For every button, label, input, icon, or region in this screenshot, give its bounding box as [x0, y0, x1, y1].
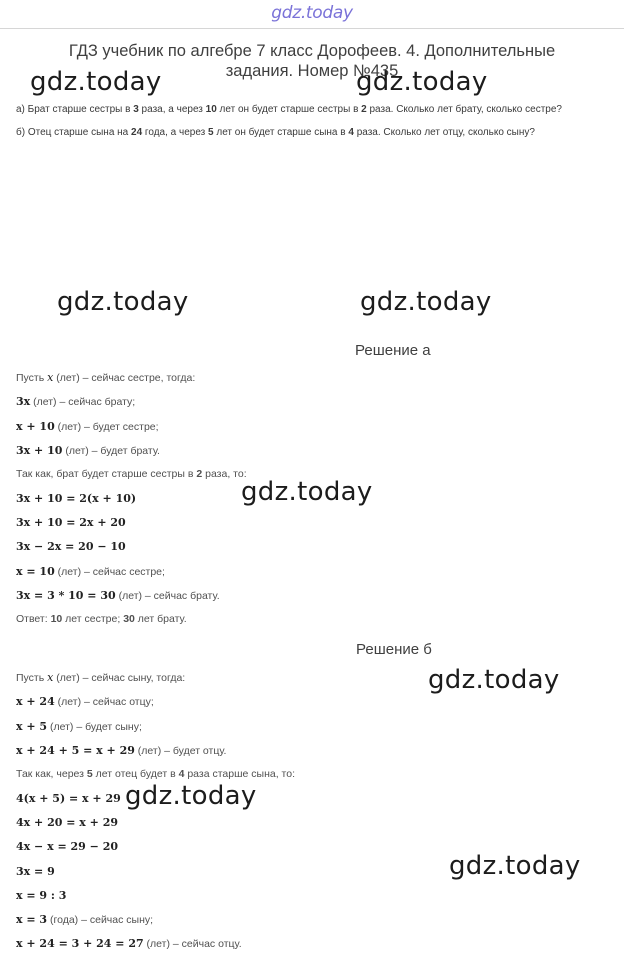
text: раза старше сына, то: [184, 768, 295, 780]
solution-a-line [16, 371, 195, 384]
number: 24 [131, 127, 143, 138]
watermark: gdz.today [360, 287, 492, 317]
solution-a-line [16, 516, 126, 529]
task-a [16, 104, 562, 115]
number: 4 [348, 127, 354, 138]
math: x + 24 [16, 695, 55, 708]
text: (лет) – сейчас сестре, тогда: [53, 372, 196, 384]
top-bar [0, 0, 624, 29]
math: 3x = 3 * 10 = 30 [16, 589, 116, 602]
site-logo[interactable]: gdz.today [271, 3, 353, 23]
math: 4(x + 5) = x + 29 [16, 792, 121, 805]
watermark: gdz.today [428, 665, 560, 695]
math: x = 10 [16, 565, 55, 578]
text: лет брату. [134, 613, 187, 625]
solution-a-line [16, 492, 136, 505]
solution-b-line [16, 720, 142, 733]
number: 4 [178, 768, 185, 780]
text: (лет) – будет сестре; [54, 421, 159, 433]
math: 3x = 9 [16, 865, 55, 878]
solution-a-line [16, 565, 165, 578]
text: б) Отец старше сына на [16, 127, 132, 138]
solution-b-line [16, 913, 153, 926]
math: x [47, 371, 54, 384]
math: x = 3 [16, 913, 48, 926]
number: 5 [208, 127, 214, 138]
number: 10 [50, 613, 63, 625]
math: 3x [16, 395, 31, 408]
solution-b-line [16, 744, 226, 757]
solution-b-heading: Решение б [356, 641, 432, 658]
solution-a-line [16, 444, 160, 457]
solution-b-line [16, 695, 154, 708]
text: (лет) – сейчас сестре; [54, 566, 165, 578]
math: x + 10 [16, 420, 55, 433]
text: (года) – сейчас сыну; [47, 914, 154, 926]
solution-b-line [16, 768, 295, 780]
number: 30 [123, 613, 135, 625]
text: (лет) – будет брату. [62, 445, 160, 457]
text: лет отец будет в [92, 768, 179, 780]
text: а) Брат старше сестры в [16, 104, 134, 115]
text: (лет) – будет отцу. [134, 745, 227, 757]
math: 4x + 20 = x + 29 [16, 816, 119, 829]
text: раза, то: [202, 468, 247, 480]
solution-b-line [16, 865, 55, 878]
math: x + 24 + 5 = x + 29 [16, 744, 135, 757]
solution-a-answer [16, 613, 187, 625]
text: (лет) – будет сыну; [47, 721, 142, 733]
solution-a-heading: Решение а [355, 342, 431, 359]
math: 3x + 10 [16, 444, 63, 457]
watermark: gdz.today [449, 851, 581, 881]
text: лет он будет старше сестры в [216, 104, 362, 115]
solution-b-line [16, 816, 118, 829]
watermark: gdz.today [241, 477, 373, 507]
math: x + 24 = 3 + 24 = 27 [16, 937, 144, 950]
watermark: gdz.today [57, 287, 189, 317]
math: x = 9 : 3 [16, 889, 67, 902]
text: (лет) – сейчас брату. [115, 590, 220, 602]
text: Так как, брат будет старше сестры в [16, 468, 197, 480]
solution-a-line [16, 589, 220, 602]
number: 10 [205, 104, 217, 115]
text: раза. Сколько лет брату, сколько сестре? [366, 104, 562, 115]
solution-a-line [16, 420, 159, 433]
solution-b-line [16, 889, 66, 902]
text: Ответ: [16, 613, 51, 625]
watermark: gdz.today [30, 67, 162, 97]
number: 2 [361, 104, 367, 115]
page-title-line-2: задания. Номер №435 [225, 62, 399, 80]
number: 2 [196, 468, 203, 480]
solution-a-line [16, 540, 126, 553]
text: раза, а через [138, 104, 206, 115]
text: Пусть [16, 372, 48, 384]
solution-a-line [16, 468, 247, 480]
text: Так как, через [16, 768, 87, 780]
task-b [16, 127, 535, 138]
solution-b-line [16, 937, 242, 950]
solution-b-line [16, 792, 121, 805]
text: (лет) – сейчас отцу; [54, 696, 154, 708]
text: (лет) – сейчас брату; [30, 396, 136, 408]
math: 3x + 10 = 2x + 20 [16, 516, 126, 529]
watermark: gdz.today [125, 781, 257, 811]
watermark: gdz.today [356, 67, 488, 97]
text: (лет) – сейчас отцу. [143, 938, 242, 950]
text: (лет) – сейчас сыну, тогда: [53, 672, 186, 684]
math: 3x + 10 = 2(x + 10) [16, 492, 137, 505]
solution-a-line [16, 395, 135, 408]
math: x [47, 671, 54, 684]
solution-b-line [16, 671, 185, 684]
text: раза. Сколько лет отцу, сколько сыну? [353, 127, 535, 138]
text: лет сестре; [62, 613, 124, 625]
text: Пусть [16, 672, 48, 684]
number: 5 [86, 768, 93, 780]
math: 4x − x = 29 − 20 [16, 840, 119, 853]
math: 3x − 2x = 20 − 10 [16, 540, 126, 553]
number: 3 [133, 104, 139, 115]
math: x + 5 [16, 720, 48, 733]
page-title-line-1: ГДЗ учебник по алгебре 7 класс Дорофеев. 4. Дополнительные [68, 42, 556, 60]
text: года, а через [142, 127, 209, 138]
text: лет он будет старше сына в [213, 127, 349, 138]
solution-b-line [16, 840, 118, 853]
